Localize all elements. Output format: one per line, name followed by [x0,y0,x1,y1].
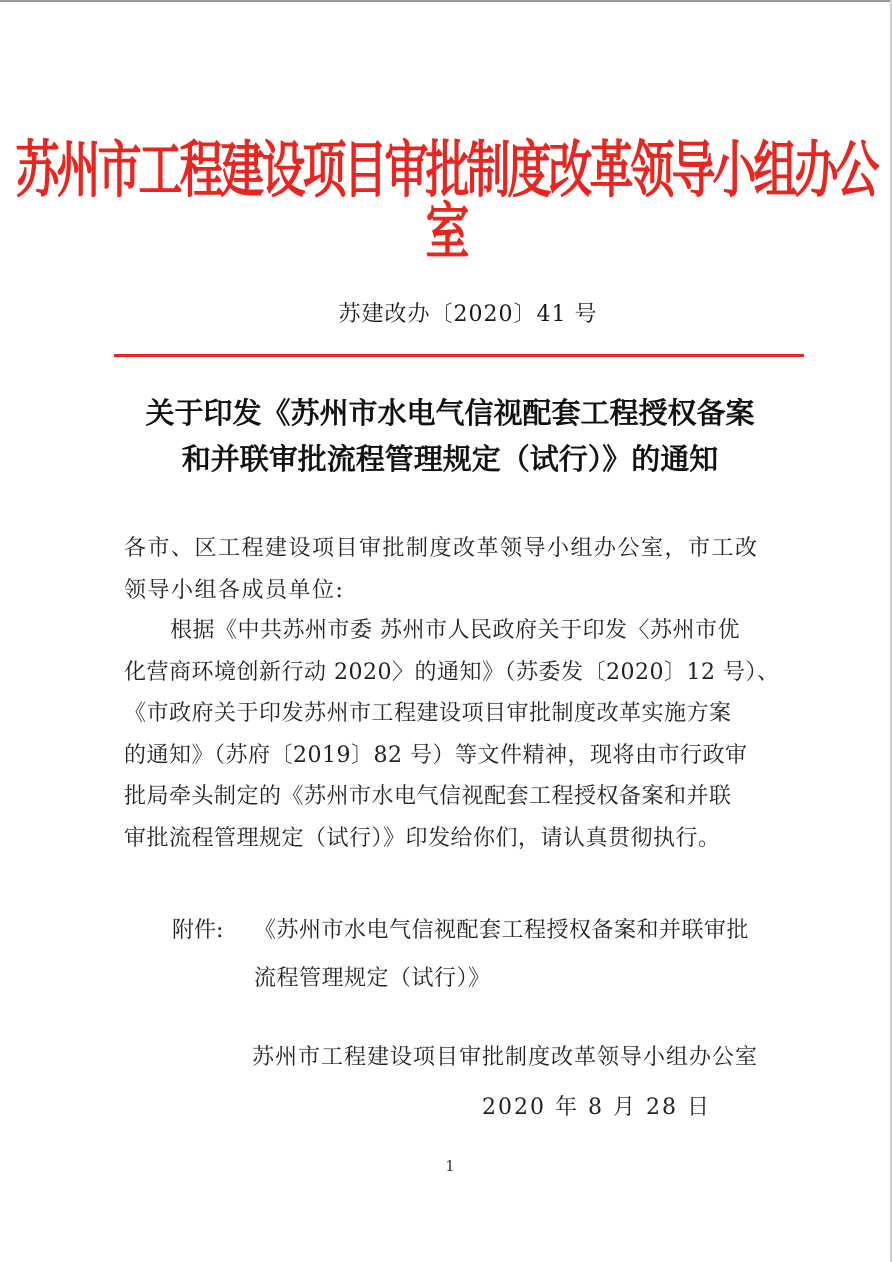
attachment-title-line: 《苏州市水电气信视配套工程授权备案和并联审批 [254,918,750,943]
notice-title-line: 和并联审批流程管理规定（试行）》的通知 [181,442,719,476]
attachment-label: 附件: [172,918,224,943]
body-line: 审批流程管理规定（试行）》印发给你们，请认真贯彻执行。 [124,825,721,851]
masthead-title: 苏州市工程建设项目审批制度改革领导小组办公室 [15,134,877,268]
addressee [124,528,784,611]
red-divider-rule [114,354,804,357]
signature-date: 2020 年 8 月 28 日 [482,1095,711,1120]
notice-title [0,390,892,482]
addressee-line: 领导小组各成员单位: [124,577,345,603]
body-line: 化营商环境创新行动 2020〉的通知》（苏委发〔2020〕12 号）、 [124,659,780,685]
body-line: 的通知》（苏府〔2019〕82 号）等文件精神，现将由市行政审 [124,742,748,768]
signature-organization: 苏州市工程建设项目审批制度改革领导小组办公室 [252,1045,759,1070]
document-number: 苏建改办〔2020〕41 号 [338,302,598,327]
notice-title-line: 关于印发《苏州市水电气信视配套工程授权备案 [145,396,755,430]
body-paragraph [124,610,784,859]
page-edge-top [0,0,892,2]
body-line: 根据《中共苏州市委 苏州市人民政府关于印发〈苏州市优 [170,618,740,643]
body-line: 批局牵头制定的《苏州市水电气信视配套工程授权备案和并联 [124,784,732,809]
body-line: 《市政府关于印发苏州市工程建设项目审批制度改革实施方案 [124,701,732,726]
addressee-line: 各市、区工程建设项目审批制度改革领导小组办公室，市工改 [124,536,759,561]
masthead [0,134,892,268]
attachment-title-line: 流程管理规定（试行）》 [254,966,491,991]
page-number: 1 [445,1157,455,1175]
